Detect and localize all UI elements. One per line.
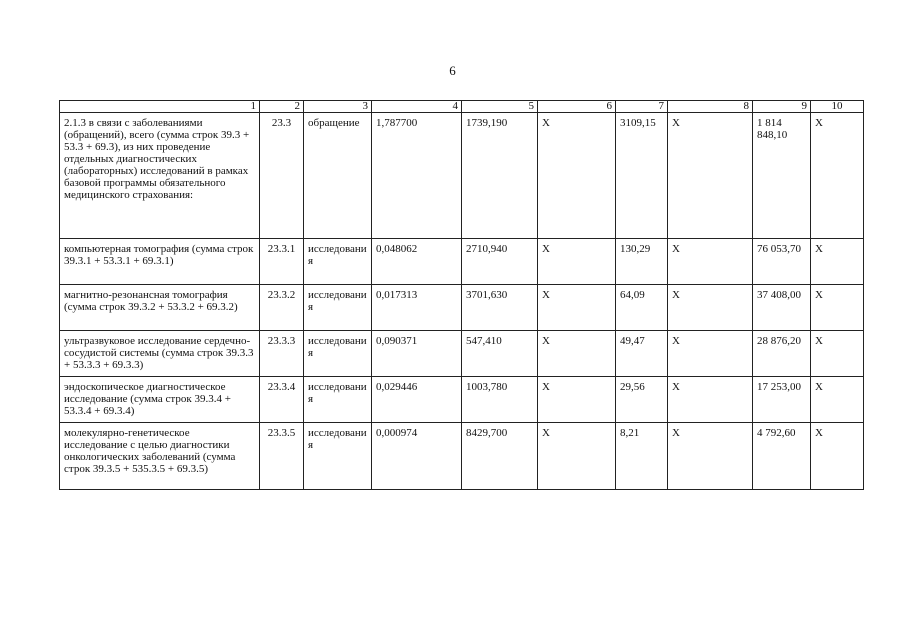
unit-cell: исследования — [304, 423, 372, 490]
col9-cell: 28 876,20 — [753, 331, 811, 377]
unit-cell: обращение — [304, 113, 372, 239]
row-name-cell: ультразвуковое исследование сердечно-сосудистой системы (сумма строк 39.3.3 + 53.3.3 + 69.3.3) — [60, 331, 260, 377]
norm-cell: 0,029446 — [372, 377, 462, 423]
norm-cell: 0,090371 — [372, 331, 462, 377]
col8-cell: X — [668, 113, 753, 239]
col6-cell: X — [538, 113, 616, 239]
budget-table — [59, 100, 864, 490]
column-header: 6 — [538, 101, 616, 113]
col10-cell: X — [811, 377, 864, 423]
col9-cell: 1 814 848,10 — [753, 113, 811, 239]
row-code-cell: 23.3.5 — [260, 423, 304, 490]
col7-cell: 130,29 — [616, 239, 668, 285]
column-header: 10 — [811, 101, 864, 113]
cost-cell: 547,410 — [462, 331, 538, 377]
unit-cell: исследования — [304, 377, 372, 423]
col7-cell: 8,21 — [616, 423, 668, 490]
col7-cell: 29,56 — [616, 377, 668, 423]
column-header: 8 — [668, 101, 753, 113]
unit-cell: исследования — [304, 331, 372, 377]
col8-cell: X — [668, 423, 753, 490]
column-header: 3 — [304, 101, 372, 113]
col10-cell: X — [811, 285, 864, 331]
column-header: 4 — [372, 101, 462, 113]
row-code-cell: 23.3.1 — [260, 239, 304, 285]
header-row — [60, 101, 864, 113]
row-code-cell: 23.3.3 — [260, 331, 304, 377]
column-header: 2 — [260, 101, 304, 113]
page-number: 6 — [449, 63, 456, 78]
row-code-cell: 23.3 — [260, 113, 304, 239]
col10-cell: X — [811, 423, 864, 490]
unit-cell: исследования — [304, 285, 372, 331]
col6-cell: X — [538, 285, 616, 331]
col6-cell: X — [538, 423, 616, 490]
row-code-cell: 23.3.4 — [260, 377, 304, 423]
col6-cell: X — [538, 239, 616, 285]
row-name-cell: молекулярно-генетическое исследование с целью диагностики онкологических заболеваний (сумма строк 39.3.5 + 535.3.5 + 69.3.5) — [60, 423, 260, 490]
column-header: 7 — [616, 101, 668, 113]
row-code-cell: 23.3.2 — [260, 285, 304, 331]
row-name-cell: 2.1.3 в связи с заболеваниями (обращений), всего (сумма строк 39.3 + 53.3 + 69.3), из них проведение отдельных диагностических (лабораторных) исследований в рамках базовой программы обязательного медицинского страхования: — [60, 113, 260, 239]
col8-cell: X — [668, 239, 753, 285]
col8-cell: X — [668, 331, 753, 377]
table-row — [60, 239, 864, 285]
column-header: 5 — [462, 101, 538, 113]
col8-cell: X — [668, 285, 753, 331]
col9-cell: 37 408,00 — [753, 285, 811, 331]
table-row — [60, 423, 864, 490]
col6-cell: X — [538, 377, 616, 423]
cost-cell: 3701,630 — [462, 285, 538, 331]
table-row — [60, 113, 864, 239]
col7-cell: 64,09 — [616, 285, 668, 331]
col9-cell: 17 253,00 — [753, 377, 811, 423]
norm-cell: 1,787700 — [372, 113, 462, 239]
col7-cell: 3109,15 — [616, 113, 668, 239]
norm-cell: 0,000974 — [372, 423, 462, 490]
cost-cell: 1003,780 — [462, 377, 538, 423]
col10-cell: X — [811, 113, 864, 239]
column-header: 9 — [753, 101, 811, 113]
cost-cell: 1739,190 — [462, 113, 538, 239]
cost-cell: 8429,700 — [462, 423, 538, 490]
table-row — [60, 331, 864, 377]
row-name-cell: эндоскопическое диагностическое исследование (сумма строк 39.3.4 + 53.3.4 + 69.3.4) — [60, 377, 260, 423]
col9-cell: 4 792,60 — [753, 423, 811, 490]
col7-cell: 49,47 — [616, 331, 668, 377]
norm-cell: 0,048062 — [372, 239, 462, 285]
column-header: 1 — [60, 101, 260, 113]
table-row — [60, 377, 864, 423]
col8-cell: X — [668, 377, 753, 423]
unit-cell: исследования — [304, 239, 372, 285]
row-name-cell: магнитно-резонансная томография (сумма строк 39.3.2 + 53.3.2 + 69.3.2) — [60, 285, 260, 331]
col10-cell: X — [811, 331, 864, 377]
table-row — [60, 285, 864, 331]
col6-cell: X — [538, 331, 616, 377]
col10-cell: X — [811, 239, 864, 285]
norm-cell: 0,017313 — [372, 285, 462, 331]
col9-cell: 76 053,70 — [753, 239, 811, 285]
cost-cell: 2710,940 — [462, 239, 538, 285]
row-name-cell: компьютерная томография (сумма строк 39.3.1 + 53.3.1 + 69.3.1) — [60, 239, 260, 285]
